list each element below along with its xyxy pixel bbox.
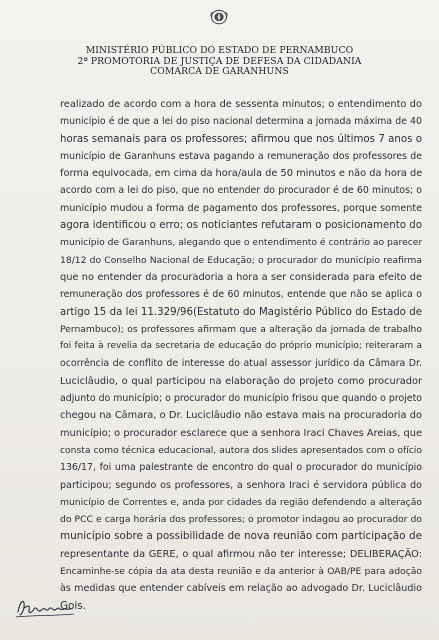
header-district: COMARCA DE GARANHUNS: [150, 66, 289, 78]
body-line: às medidas que entender cabíveis em relação ao advogado Dr. Luciclâudio: [60, 583, 422, 595]
body-line: forma equivocada, em cima da hora/aula de 50 minutos e não da hora de: [60, 168, 423, 180]
body-line: agora identificou o erro; os noticiantes refutaram o posicionamento do: [60, 220, 422, 232]
coat-of-arms-icon: [210, 9, 228, 25]
body-line: representante da GERE, o qual afirmou não ter interesse; DELIBERAÇÃO:: [60, 548, 422, 560]
body-line: Luciclâudio, o qual participou na elaboração do projeto como procurador: [60, 375, 422, 387]
body-line: Pernambuco); os professores afirmam que a alteração da jornada de trabalho: [60, 323, 422, 335]
body-line: acordo com a lei do piso, que no entender do procurador é de 60 minutos; o: [60, 185, 422, 197]
body-line: município é de que a lei do piso nacional determina a jornada máxima de 40: [60, 116, 422, 128]
body-line: artigo 15 da lei 11.329/96(Estatuto do Magistério Público do Estado de: [60, 306, 422, 318]
body-line: foi feita à revelia da secretaria de educação do próprio município; reiteraram a: [60, 341, 422, 352]
body-line: município de Garanhuns, alegando que o entendimento é contrário ao parecer: [60, 237, 423, 249]
body-line: 136/17, foi uma palestrante de encontro do qual o procurador do município: [60, 462, 422, 474]
body-line: município de Correntes e, anda por cidades da região defendendo a alteração: [60, 496, 422, 508]
body-line: Encaminhe-se cópia da ata desta reunião e da anterior à OAB/PE para adoção: [60, 566, 422, 578]
body-line: município mudou a forma de pagamento dos professores, porque somente: [60, 202, 422, 214]
body-line: adjunto do município; o procurador do município frisou que quando o projeto: [60, 393, 422, 405]
body-line: consta como técnica educacional, autora dos slides apresentados com o ofício: [60, 444, 422, 456]
body-line: município de Garanhuns estava pagando a remuneração dos professores de: [60, 150, 422, 162]
body-line: horas semanais para os professores; afirmou que nos últimos 7 anos o: [60, 133, 422, 145]
body-line: participou; segundo os professores, a senhora Iraci é servidora pública do: [60, 479, 422, 491]
document-body: [60, 96, 422, 615]
body-line: que no entender da procuradoria a hora a ser considerada para efeito de: [60, 271, 422, 283]
body-line: município sobre a possibilidade de nova reunião com participação de: [60, 530, 422, 543]
body-line: município; o procurador esclarece que a senhora Iraci Chaves Areias, que: [60, 427, 422, 439]
body-line: 18/12 do Conselho Nacional de Educação; o procurador do município reafirma: [60, 254, 422, 266]
body-line: Gois.: [60, 599, 87, 612]
body-line: ocorrência de conflito de interesse do atual assessor jurídico da Câmara Dr.: [60, 358, 422, 370]
header-department: 2ª PROMOTORIA DE JUSTIÇA DE DEFESA DA CIDADANIA: [77, 55, 362, 67]
document-header: [0, 46, 439, 78]
body-line: realizado de acordo com a hora de sessenta minutos; o entendimento do: [60, 99, 422, 110]
handwritten-signature: [14, 594, 94, 620]
header-institution: MINISTÉRIO PÚBLICO DO ESTADO DE PERNAMBUCO: [85, 45, 354, 56]
body-line: do PCC e carga horária dos professores; o promotor indagou ao procurador do: [60, 514, 422, 526]
body-line: chegou na Câmara, o Dr. Luciclâudio não estava mais na procuradoria do: [60, 410, 422, 422]
body-line: remuneração dos professores é de 60 minutos, entende que não se aplica o: [60, 289, 422, 301]
